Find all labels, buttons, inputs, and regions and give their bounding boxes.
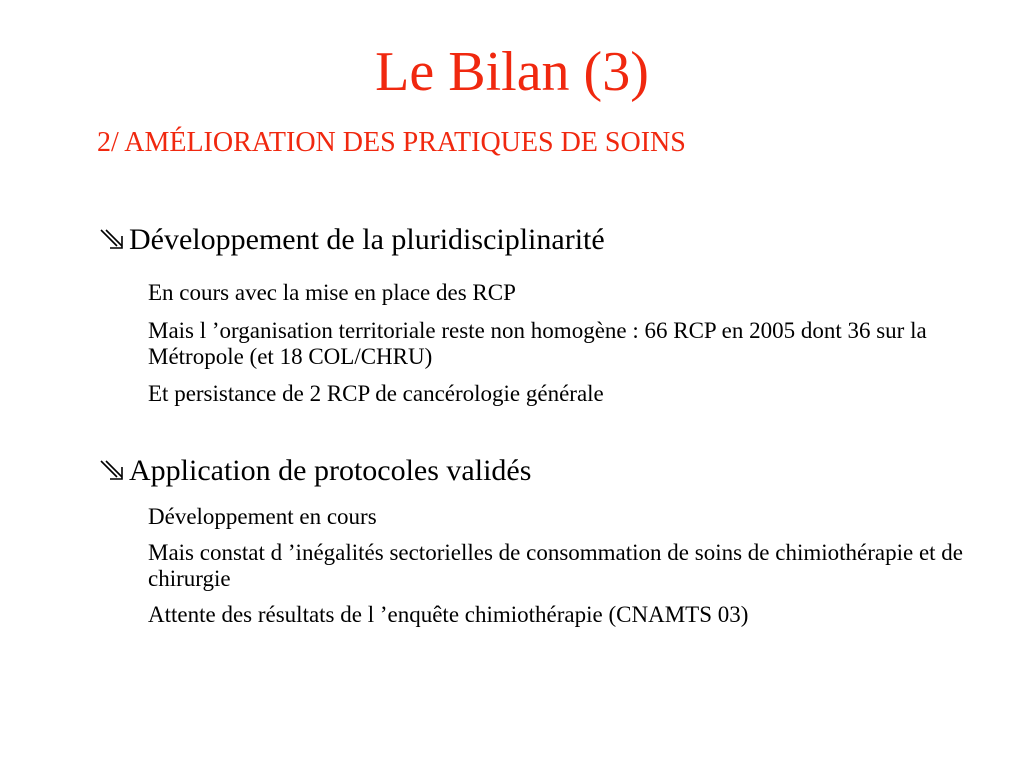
double-arrow-icon (97, 457, 125, 485)
list-item: Mais constat d ’inégalités sectorielles de consommation de soins de chimiothérapie et de chirurgie (148, 540, 963, 591)
double-arrow-icon (97, 226, 125, 254)
list-item: Développement en cours (148, 504, 377, 529)
section-heading-text: Application de protocoles validés (129, 454, 532, 487)
list-item: Mais l ’organisation territoriale reste non homogène : 66 RCP en 2005 dont 36 sur la Métropole (et 18 COL/CHRU) (148, 318, 927, 369)
list-item: Et persistance de 2 RCP de cancérologie générale (148, 381, 604, 406)
sub-item-list (97, 280, 977, 407)
section-pluridisciplinarite (97, 222, 977, 407)
slide-title: Le Bilan (3) (375, 41, 649, 103)
list-item: Attente des résultats de l ’enquête chimiothérapie (CNAMTS 03) (148, 602, 749, 627)
list-item: En cours avec la mise en place des RCP (148, 280, 516, 305)
section-heading-text: Développement de la pluridisciplinarité (129, 223, 605, 256)
section-heading (97, 222, 977, 258)
section-protocoles (97, 453, 977, 628)
sub-item-list (97, 504, 977, 628)
section-heading (97, 453, 977, 489)
slide-subtitle: 2/ AMÉLIORATION DES PRATIQUES DE SOINS (97, 127, 686, 158)
